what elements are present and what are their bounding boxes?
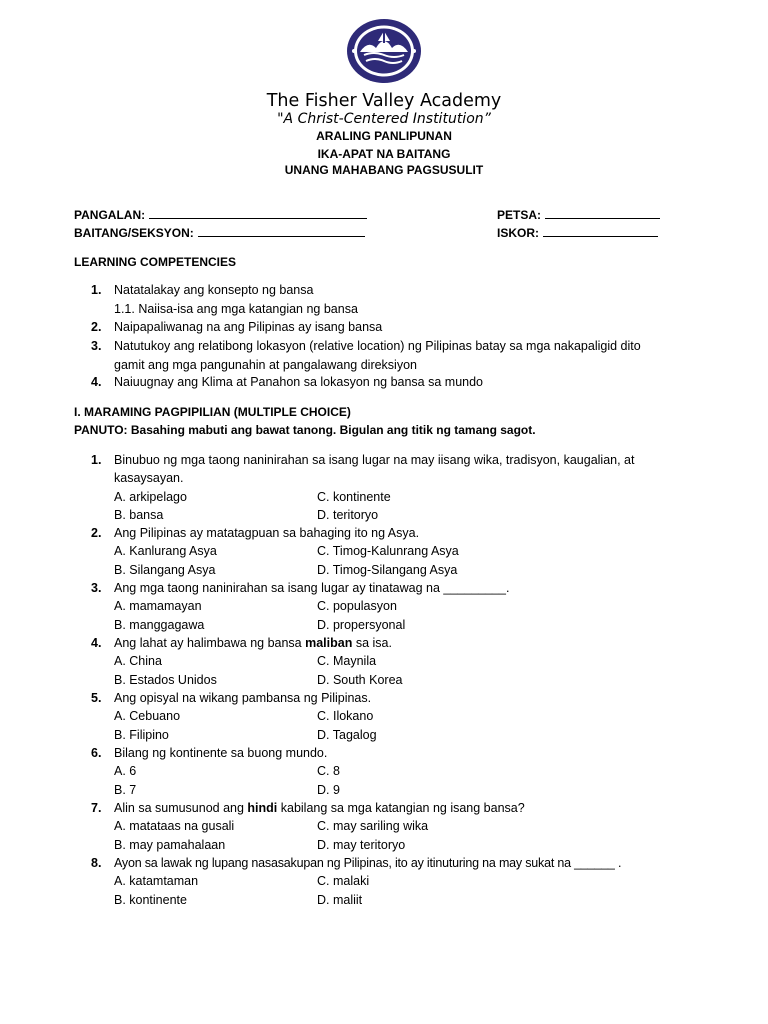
school-motto: "A Christ-Centered Institution” [277, 111, 491, 127]
choice-b[interactable]: B. may pamahalaan [114, 837, 226, 852]
choice-d[interactable]: D. South Korea [317, 672, 403, 687]
question-number: 8. [91, 856, 102, 870]
competency-number: 4. [91, 375, 102, 389]
name-blank[interactable] [149, 207, 367, 219]
choice-b[interactable]: B. Silangang Asya [114, 562, 216, 577]
choice-c[interactable]: C. may sariling wika [317, 819, 429, 834]
question-item [91, 689, 691, 744]
competency-item [91, 337, 671, 374]
choice-b[interactable]: B. manggagawa [114, 617, 205, 632]
choices [114, 707, 691, 744]
choice-b[interactable]: B. Filipino [114, 727, 169, 742]
exam-title: UNANG MAHABANG PAGSUSULIT [284, 163, 484, 177]
section-title: I. MARAMING PAGPIPILIAN (MULTIPLE CHOICE) [74, 405, 351, 419]
choice-d[interactable]: D. may teritoryo [317, 837, 406, 852]
section-field[interactable] [74, 225, 365, 240]
choice-c[interactable]: C. malaki [317, 874, 370, 889]
question-stem: Ayon sa lawak ng lupang nasasakupan ng Pilipinas, ito ay itinuturing na may sukat na ______ . [114, 856, 622, 870]
score-field[interactable] [497, 225, 658, 240]
competency-number: 1. [91, 283, 102, 297]
choice-a[interactable]: A. mamamayan [114, 599, 202, 614]
choices [114, 652, 691, 689]
score-blank[interactable] [543, 225, 658, 237]
question-item [91, 579, 691, 634]
question-number: 7. [91, 801, 102, 815]
choices [114, 488, 691, 525]
choice-b[interactable]: B. Estados Unidos [114, 672, 217, 687]
choice-a[interactable]: A. arkipelago [114, 489, 187, 504]
competencies-heading: LEARNING COMPETENCIES [74, 255, 237, 269]
question-item [91, 524, 691, 579]
competency-item [91, 373, 678, 392]
competency-number: 3. [91, 339, 102, 353]
question-number: 5. [91, 691, 102, 705]
name-label: PANGALAN: [74, 208, 146, 222]
choice-a[interactable]: A. 6 [114, 764, 137, 779]
choice-c[interactable]: C. Maynila [317, 654, 377, 669]
choices [114, 872, 691, 909]
choice-b[interactable]: B. 7 [114, 782, 137, 797]
name-field[interactable] [74, 207, 367, 222]
question-item [91, 854, 691, 909]
grade-title: IKA-APAT NA BAITANG [317, 147, 451, 161]
choices [114, 597, 691, 634]
choices [114, 542, 691, 579]
question-number: 1. [91, 453, 102, 467]
question-stem: Ang mga taong naninirahan sa isang lugar ay tinatawag na _________. [114, 581, 510, 595]
question-stem: Binubuo ng mga taong naninirahan sa isang lugar na may iisang wika, tradisyon, kaugalian, at kasaysayan. [114, 453, 635, 486]
question-item [91, 744, 691, 799]
date-field[interactable] [497, 207, 660, 222]
instruction: PANUTO: Basahing mabuti ang bawat tanong. Bigulan ang titik ng tamang sagot. [74, 423, 536, 437]
date-blank[interactable] [545, 207, 660, 219]
date-label: PETSA: [497, 208, 542, 222]
emphasis-word: hindi [247, 801, 278, 815]
choice-d[interactable]: D. maliit [317, 892, 363, 907]
choices [114, 817, 691, 854]
choice-c[interactable]: C. 8 [317, 764, 340, 779]
question-number: 4. [91, 636, 102, 650]
section-label: BAITANG/SEKSYON: [74, 226, 194, 240]
competency-subitem: 1.1. Naiisa-isa ang mga katangian ng bansa [114, 301, 358, 316]
competency-text: Naipapaliwanag na ang Pilipinas ay isang bansa [114, 320, 383, 334]
school-name: The Fisher Valley Academy [266, 91, 502, 111]
choice-a[interactable]: A. matataas na gusali [114, 819, 235, 834]
question-item [91, 634, 691, 689]
competency-text: Natutukoy ang relatibong lokasyon (relative location) ng Pilipinas batay sa mga nakapaligid dito gamit ang mga pangunahin at pangalawang direksiyon [114, 339, 641, 372]
choice-a[interactable]: A. Cebuano [114, 709, 181, 724]
question-stem: Ang Pilipinas ay matatagpuan sa bahaging ito ng Asya. [114, 526, 420, 540]
choice-c[interactable]: C. populasyon [317, 599, 397, 614]
competency-item [91, 318, 678, 337]
choice-a[interactable]: A. China [114, 654, 162, 669]
competency-text: Natatalakay ang konsepto ng bansa [114, 283, 314, 297]
choice-d[interactable]: D. 9 [317, 782, 340, 797]
choice-b[interactable]: B. kontinente [114, 892, 187, 907]
choice-b[interactable]: B. bansa [114, 507, 164, 522]
score-label: ISKOR: [497, 226, 539, 240]
question-number: 3. [91, 581, 102, 595]
question-stem: Ang opisyal na wikang pambansa ng Pilipinas. [114, 691, 372, 705]
school-logo [346, 18, 422, 84]
question-item [91, 799, 691, 854]
choice-c[interactable]: C. Timog-Kalunrang Asya [317, 544, 459, 559]
choice-d[interactable]: D. teritoryo [317, 507, 379, 522]
choice-c[interactable]: C. kontinente [317, 489, 391, 504]
choice-c[interactable]: C. Ilokano [317, 709, 374, 724]
choice-d[interactable]: D. propersyonal [317, 617, 406, 632]
question-stem: Bilang ng kontinente sa buong mundo. [114, 746, 328, 760]
choice-d[interactable]: D. Tagalog [317, 727, 377, 742]
competency-text: Naiuugnay ang Klima at Panahon sa lokasyon ng bansa sa mundo [114, 375, 484, 389]
choice-a[interactable]: A. katamtaman [114, 874, 199, 889]
question-number: 2. [91, 526, 102, 540]
question-item [91, 451, 691, 524]
question-stem: Alin sa sumusunod ang hindi kabilang sa mga katangian ng isang bansa? [114, 801, 525, 815]
competency-number: 2. [91, 320, 102, 334]
question-stem: Ang lahat ay halimbawa ng bansa maliban sa isa. [114, 636, 392, 650]
competency-item [91, 281, 678, 318]
choice-d[interactable]: D. Timog-Silangang Asya [317, 562, 458, 577]
choice-a[interactable]: A. Kanlurang Asya [114, 544, 217, 559]
subject-title: ARALING PANLIPUNAN [316, 129, 452, 143]
question-number: 6. [91, 746, 102, 760]
emphasis-word: maliban [305, 636, 353, 650]
section-blank[interactable] [198, 225, 365, 237]
choices [114, 762, 691, 799]
